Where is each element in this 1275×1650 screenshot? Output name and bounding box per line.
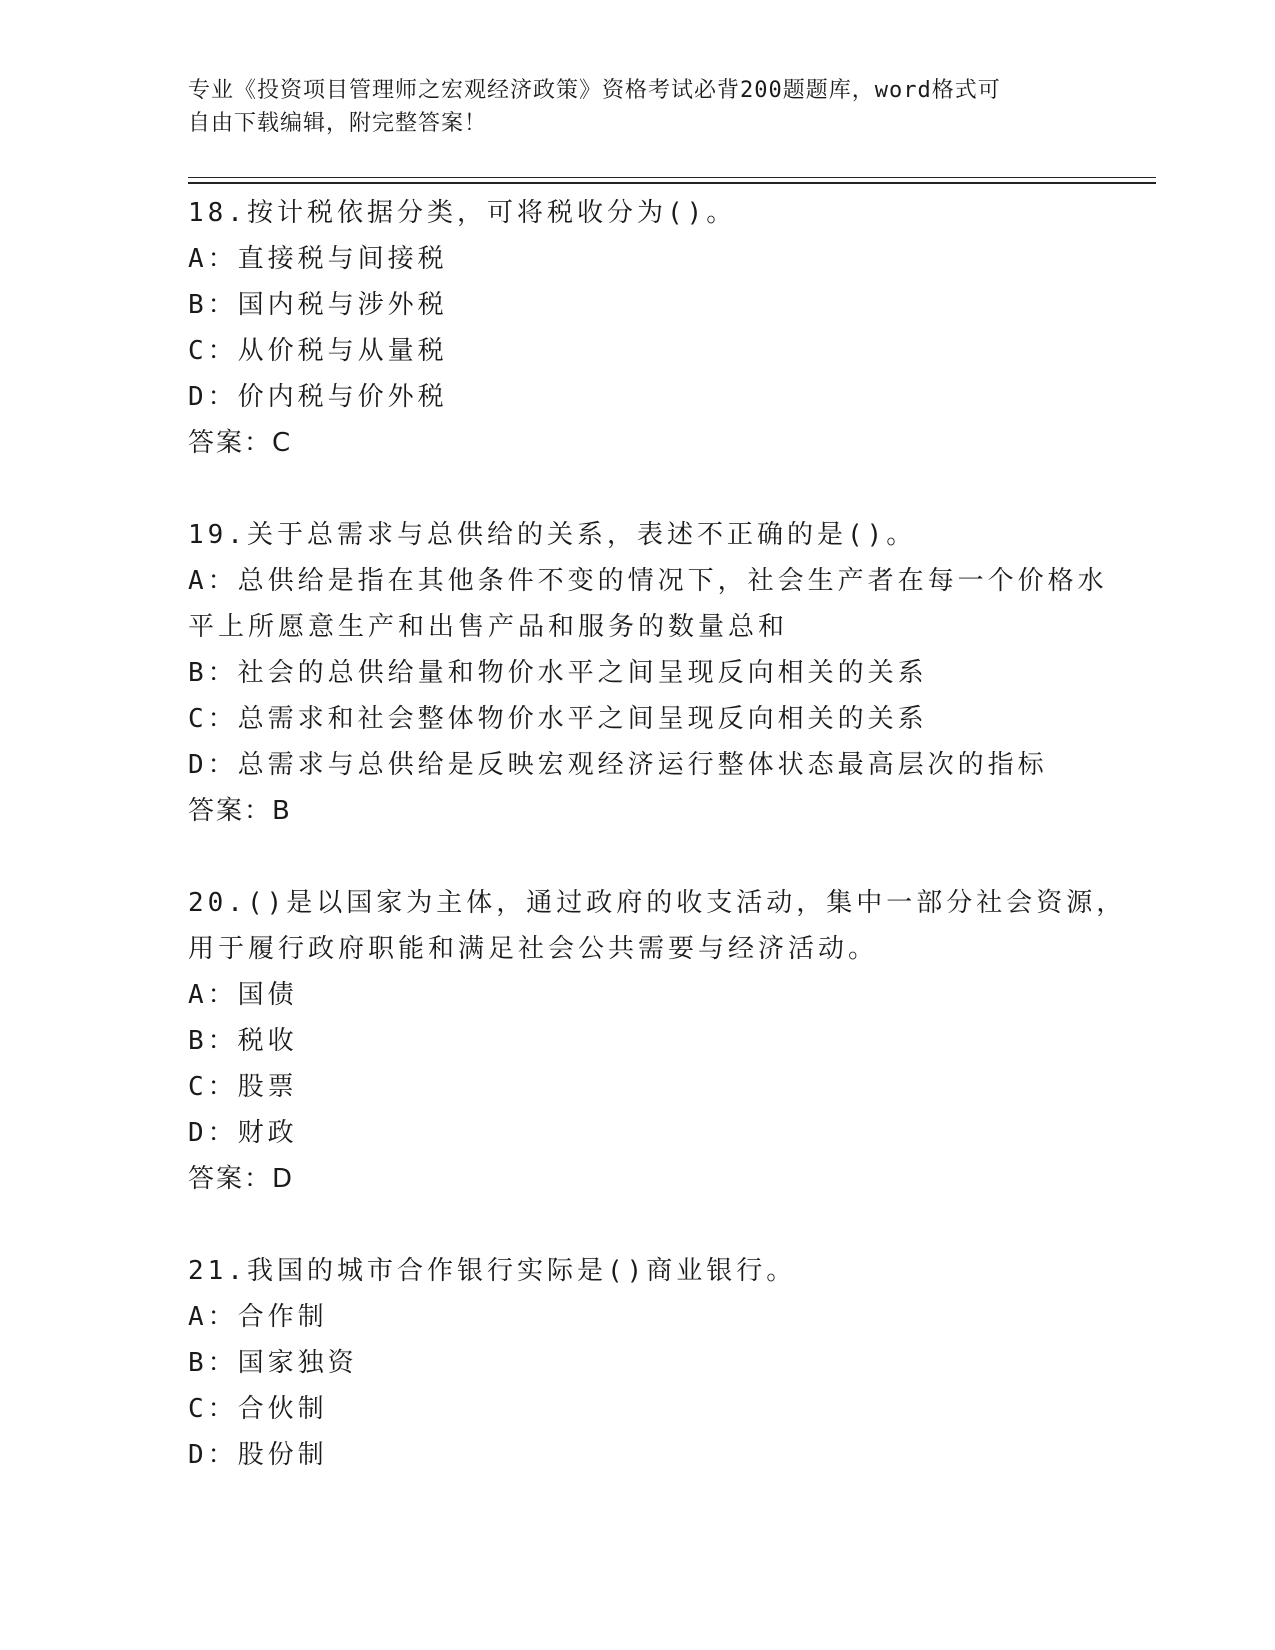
option-b: B：税收 bbox=[188, 1026, 298, 1056]
header-divider-thick bbox=[188, 182, 1156, 184]
option-d: D：总需求与总供给是反映宏观经济运行整体状态最高层次的指标 bbox=[188, 750, 1048, 780]
question-stem: 20.()是以国家为主体，通过政府的收支活动，集中一部分社会资源， bbox=[188, 888, 1127, 918]
header-divider-thin bbox=[188, 177, 1156, 178]
option-c: C：从价税与从量税 bbox=[188, 336, 448, 366]
option-b: B：社会的总供给量和物价水平之间呈现反向相关的关系 bbox=[188, 658, 928, 688]
option-d: D：股份制 bbox=[188, 1440, 328, 1470]
question-stem: 18.按计税依据分类，可将税收分为()。 bbox=[188, 198, 737, 228]
answer-line: 答案：C bbox=[188, 428, 293, 458]
header-line-2: 自由下载编辑，附完整答案！ bbox=[188, 111, 488, 136]
question-19 bbox=[188, 512, 1108, 834]
option-b: B：国家独资 bbox=[188, 1348, 358, 1378]
question-21 bbox=[188, 1248, 1088, 1478]
question-20 bbox=[188, 880, 1127, 1202]
option-a: A：合作制 bbox=[188, 1302, 328, 1332]
answer-line: 答案：B bbox=[188, 796, 292, 826]
option-d: D：财政 bbox=[188, 1118, 298, 1148]
option-b: B：国内税与涉外税 bbox=[188, 290, 448, 320]
option-a-continued: 平上所愿意生产和出售产品和服务的数量总和 bbox=[188, 612, 789, 642]
question-stem-continued: 用于履行政府职能和满足社会公共需要与经济活动。 bbox=[188, 934, 879, 964]
document-header bbox=[188, 74, 1088, 140]
option-a: A：国债 bbox=[188, 980, 298, 1010]
option-c: C：合伙制 bbox=[188, 1394, 328, 1424]
question-list bbox=[188, 190, 1127, 1524]
question-18 bbox=[188, 190, 1088, 466]
option-a: A：总供给是指在其他条件不变的情况下，社会生产者在每一个价格水 bbox=[188, 566, 1108, 596]
question-stem: 21.我国的城市合作银行实际是()商业银行。 bbox=[188, 1256, 797, 1286]
option-c: C：股票 bbox=[188, 1072, 298, 1102]
answer-line: 答案：D bbox=[188, 1164, 295, 1194]
option-c: C：总需求和社会整体物价水平之间呈现反向相关的关系 bbox=[188, 704, 928, 734]
question-stem: 19.关于总需求与总供给的关系，表述不正确的是()。 bbox=[188, 520, 917, 550]
option-d: D：价内税与价外税 bbox=[188, 382, 448, 412]
option-a: A：直接税与间接税 bbox=[188, 244, 448, 274]
header-line-1: 专业《投资项目管理师之宏观经济政策》资格考试必背200题题库，word格式可 bbox=[188, 78, 1001, 103]
